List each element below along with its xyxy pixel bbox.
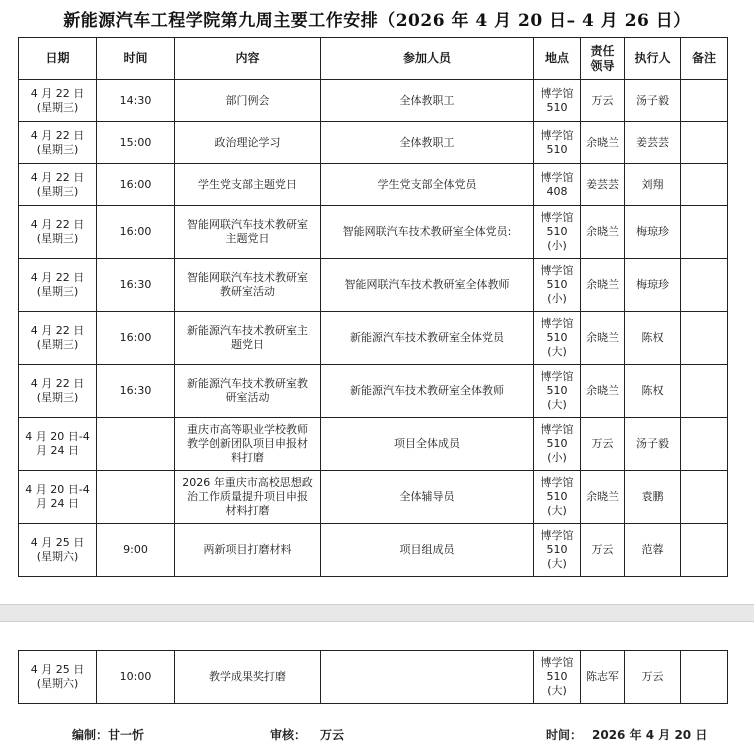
schedule-body-continued: [19, 651, 728, 704]
cell-date: [19, 122, 97, 164]
header-date: 日期: [19, 38, 97, 80]
date-line: (星期三): [36, 184, 79, 198]
content-line: 料打磨: [231, 451, 264, 464]
cell-executor: 姜芸芸: [625, 122, 681, 164]
content-line: 重庆市高等职业学校教师: [187, 423, 308, 436]
content-line: 学生党支部主题党日: [198, 177, 297, 191]
cell-location: [534, 164, 581, 206]
cell-location: [534, 651, 581, 704]
location-line: 博学馆: [540, 476, 574, 489]
location-line: (大): [547, 345, 567, 358]
location-line: 博学馆: [540, 370, 574, 383]
cell-location: [534, 122, 581, 164]
cell-content: [175, 418, 321, 471]
content-line: 教学成果奖打磨: [209, 670, 286, 683]
cell-date: [19, 80, 97, 122]
cell-location: [534, 524, 581, 577]
date-line: 4 月 22 日: [30, 377, 85, 390]
content-line: 部门例会: [225, 93, 270, 107]
cell-time: [97, 471, 175, 524]
page-break: [0, 604, 754, 622]
cell-date: [19, 164, 97, 206]
cell-participants: 新能源汽车技术教研室全体教师: [321, 365, 534, 418]
cell-notes: [681, 206, 728, 259]
header-location: 地点: [534, 38, 581, 80]
schedule-table: [18, 37, 728, 577]
location-line: 博学馆: [540, 264, 574, 277]
cell-notes: [681, 365, 728, 418]
table-row: [19, 418, 728, 471]
reviewer-label: 审核：: [270, 728, 307, 742]
cell-content: [175, 259, 321, 312]
cell-notes: [681, 80, 728, 122]
content-line: 材料打磨: [225, 504, 270, 517]
date-line: 4 月 22 日: [30, 324, 85, 337]
page-title: 新能源汽车工程学院第九周主要工作安排（2026 年 4 月 20 日– 4 月 26 日）: [63, 11, 691, 31]
schedule-body: [19, 80, 728, 577]
cell-location: [534, 206, 581, 259]
location-line: 博学馆: [540, 529, 574, 542]
cell-participants: [321, 651, 534, 704]
cell-time: 9:00: [97, 524, 175, 577]
cell-content: [175, 365, 321, 418]
content-line: 两新项目打磨材料: [203, 543, 292, 556]
cell-executor: 万云: [625, 651, 681, 704]
date-line: 月 24 日: [36, 444, 79, 457]
location-line: 510: [546, 543, 568, 556]
table-row: [19, 164, 728, 206]
location-line: 博学馆: [540, 211, 574, 224]
location-line: 博学馆: [540, 317, 574, 330]
cell-content: [175, 164, 321, 206]
header-leader-line-2: 领导: [590, 58, 615, 73]
cell-participants: 智能网联汽车技术教研室全体党员:: [321, 206, 534, 259]
date-line: (星期三): [36, 338, 79, 351]
cell-content: [175, 80, 321, 122]
cell-notes: [681, 259, 728, 312]
cell-leader: 余晓兰: [581, 312, 625, 365]
content-line: 智能网联汽车技术教研室: [187, 218, 308, 231]
date-line: (星期三): [36, 142, 79, 156]
location-line: (大): [547, 504, 567, 517]
cell-leader: 余晓兰: [581, 206, 625, 259]
cell-time: 14:30: [97, 80, 175, 122]
location-line: (大): [547, 684, 567, 697]
location-line: 博学馆: [540, 86, 574, 100]
reviewer-name: 万云: [320, 728, 345, 742]
date-label: 时间：: [546, 728, 583, 742]
signature-footer: [0, 726, 754, 744]
location-line: 博学馆: [540, 423, 574, 436]
cell-date: [19, 471, 97, 524]
content-line: 新能源汽车技术教研室教: [187, 377, 308, 390]
header-leader-line-1: 责任: [590, 43, 615, 58]
date-line: (星期三): [36, 232, 79, 245]
cell-notes: [681, 418, 728, 471]
date-line: 月 24 日: [36, 497, 79, 510]
location-line: 博学馆: [540, 656, 574, 669]
location-line: 510: [546, 331, 568, 344]
location-line: 408: [546, 184, 568, 198]
cell-date: [19, 524, 97, 577]
cell-location: [534, 418, 581, 471]
cell-leader: 余晓兰: [581, 471, 625, 524]
table-row: [19, 365, 728, 418]
cell-participants: 全体教职工: [321, 122, 534, 164]
cell-location: [534, 80, 581, 122]
cell-executor: 梅琼珍: [625, 259, 681, 312]
table-header-row: [19, 38, 728, 80]
header-participants: 参加人员: [321, 38, 534, 80]
location-line: 博学馆: [540, 170, 574, 184]
cell-content: [175, 206, 321, 259]
location-line: 510: [546, 100, 568, 114]
date-line: 4 月 20 日-4: [25, 483, 90, 496]
cell-executor: 刘翔: [625, 164, 681, 206]
header-executor: 执行人: [625, 38, 681, 80]
location-line: 510: [546, 490, 568, 503]
cell-leader: 陈志军: [581, 651, 625, 704]
date-line: (星期六): [36, 550, 79, 563]
cell-executor: 汤子毅: [625, 418, 681, 471]
location-line: 510: [546, 142, 568, 156]
location-line: 510: [546, 437, 568, 450]
schedule-table-continued: [18, 650, 728, 704]
date-line: (星期三): [36, 100, 79, 114]
date-line: (星期三): [36, 285, 79, 298]
header-leader: [581, 38, 625, 80]
cell-notes: [681, 164, 728, 206]
cell-time: 10:00: [97, 651, 175, 704]
cell-content: [175, 651, 321, 704]
table-row: [19, 471, 728, 524]
table-row: [19, 122, 728, 164]
cell-participants: 学生党支部全体党员: [321, 164, 534, 206]
cell-notes: [681, 524, 728, 577]
header-notes: 备注: [681, 38, 728, 80]
cell-date: [19, 418, 97, 471]
cell-participants: 项目全体成员: [321, 418, 534, 471]
cell-date: [19, 259, 97, 312]
location-line: 510: [546, 225, 568, 238]
location-line: (大): [547, 557, 567, 570]
header-content: 内容: [175, 38, 321, 80]
date-line: (星期三): [36, 391, 79, 404]
date-line: 4 月 25 日: [30, 536, 85, 549]
cell-notes: [681, 122, 728, 164]
cell-leader: 余晓兰: [581, 365, 625, 418]
cell-location: [534, 471, 581, 524]
cell-notes: [681, 651, 728, 704]
location-line: (小): [547, 239, 567, 252]
cell-executor: 范蓉: [625, 524, 681, 577]
header-time: 时间: [97, 38, 175, 80]
content-line: 研室活动: [225, 391, 270, 404]
date-line: 4 月 20 日-4: [25, 430, 90, 443]
table-row: [19, 259, 728, 312]
cell-leader: 余晓兰: [581, 122, 625, 164]
date-line: 4 月 22 日: [30, 218, 85, 231]
cell-participants: 项目组成员: [321, 524, 534, 577]
cell-location: [534, 312, 581, 365]
cell-time: 16:30: [97, 259, 175, 312]
cell-participants: 智能网联汽车技术教研室全体教师: [321, 259, 534, 312]
cell-executor: 袁鹏: [625, 471, 681, 524]
location-line: 510: [546, 384, 568, 397]
table-row: [19, 312, 728, 365]
cell-time: 16:30: [97, 365, 175, 418]
cell-content: [175, 471, 321, 524]
cell-notes: [681, 471, 728, 524]
date-line: 4 月 22 日: [30, 170, 85, 184]
table-row: [19, 651, 728, 704]
cell-content: [175, 122, 321, 164]
cell-participants: 全体辅导员: [321, 471, 534, 524]
content-line: 主题党日: [225, 232, 270, 245]
cell-leader: 余晓兰: [581, 259, 625, 312]
editor-name: 甘一忻: [108, 728, 145, 742]
cell-date: [19, 651, 97, 704]
cell-content: [175, 524, 321, 577]
cell-notes: [681, 312, 728, 365]
date-value: 2026 年 4 月 20 日: [592, 728, 708, 742]
cell-time: [97, 418, 175, 471]
location-line: 510: [546, 670, 568, 683]
date-line: 4 月 25 日: [30, 663, 85, 676]
cell-time: 16:00: [97, 206, 175, 259]
date-line: (星期六): [36, 677, 79, 690]
location-line: 510: [546, 278, 568, 291]
content-line: 教学创新团队项目申报材: [187, 437, 308, 450]
cell-date: [19, 312, 97, 365]
location-line: 博学馆: [540, 128, 574, 142]
cell-leader: 万云: [581, 524, 625, 577]
cell-participants: 新能源汽车技术教研室全体党员: [321, 312, 534, 365]
table-row: [19, 206, 728, 259]
cell-leader: 姜芸芸: [581, 164, 625, 206]
content-line: 政治理论学习: [214, 135, 281, 149]
table-row: [19, 524, 728, 577]
content-line: 2026 年重庆市高校思想政: [182, 476, 313, 489]
cell-date: [19, 365, 97, 418]
cell-leader: 万云: [581, 80, 625, 122]
cell-date: [19, 206, 97, 259]
content-line: 智能网联汽车技术教研室: [187, 271, 308, 284]
content-line: 教研室活动: [220, 285, 275, 298]
cell-location: [534, 259, 581, 312]
editor-label: 编制：: [72, 728, 109, 742]
cell-leader: 万云: [581, 418, 625, 471]
cell-location: [534, 365, 581, 418]
cell-participants: 全体教职工: [321, 80, 534, 122]
cell-content: [175, 312, 321, 365]
date-line: 4 月 22 日: [30, 86, 85, 100]
cell-executor: 梅琼珍: [625, 206, 681, 259]
content-line: 治工作质量提升项目申报: [187, 490, 308, 503]
location-line: (小): [547, 451, 567, 464]
date-line: 4 月 22 日: [30, 128, 85, 142]
location-line: (大): [547, 398, 567, 411]
content-line: 题党日: [231, 338, 264, 351]
cell-executor: 陈权: [625, 365, 681, 418]
cell-executor: 汤子毅: [625, 80, 681, 122]
location-line: (小): [547, 292, 567, 305]
date-line: 4 月 22 日: [30, 271, 85, 284]
table-row: [19, 80, 728, 122]
cell-time: 15:00: [97, 122, 175, 164]
content-line: 新能源汽车技术教研室主: [187, 324, 308, 337]
cell-executor: 陈权: [625, 312, 681, 365]
cell-time: 16:00: [97, 164, 175, 206]
cell-time: 16:00: [97, 312, 175, 365]
